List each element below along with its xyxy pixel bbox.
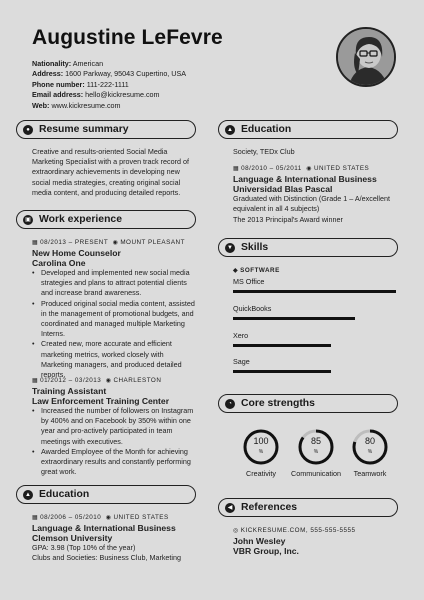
education-entry <box>32 513 202 563</box>
calendar-icon: ▦ <box>32 378 39 384</box>
person-icon: ● <box>23 125 33 135</box>
calendar-icon: ▦ <box>32 240 39 246</box>
reference-name: John Wesley <box>233 536 286 546</box>
info-nationality: Nationality: American <box>32 59 104 68</box>
school: Clemson University <box>32 533 113 543</box>
personal-info <box>32 59 186 111</box>
education-entry <box>233 147 398 225</box>
gauge-ring <box>351 428 389 466</box>
section-header-references <box>218 498 398 517</box>
education-line: Graduated with Distinction (Grade 1 – A/excellent equivalent in all 4 subjects) <box>233 194 391 214</box>
gauge-label: Creativity <box>246 469 276 478</box>
job-meta: ▦ 08/2013 – PRESENT ◉ MOUNT PLEASANT <box>32 239 185 246</box>
candidate-name: Augustine LeFevre <box>32 26 223 49</box>
list-item: • Increased the number of followers on Instagram by 400% and on Facebook by 350% within one year and pro-actively participated in team meetings with executives. <box>32 406 197 447</box>
job-company: Carolina One <box>32 258 86 268</box>
skill-bar <box>233 370 396 373</box>
education-meta: ▦ 08/2006 – 05/2010 ◉ UNITED STATES <box>32 514 169 521</box>
job-entry <box>32 238 197 380</box>
globe-icon: ◎ <box>233 528 239 534</box>
section-header-education <box>16 485 196 504</box>
briefcase-icon: ▣ <box>23 215 33 225</box>
list-item: • Created new, more accurate and efficient marketing metrics, worked closely with Marketing managers, and produced detailed reports. <box>32 339 197 380</box>
education-line: Clubs and Societies: Business Club, Marketing <box>32 553 182 563</box>
strength-gauge <box>231 428 291 479</box>
pin-icon: ◉ <box>105 378 112 384</box>
section-header-experience <box>16 210 196 229</box>
pin-icon: ◉ <box>306 166 312 173</box>
gauge-unit: % <box>313 449 319 455</box>
skill-fill <box>233 290 396 293</box>
section-title: Education <box>241 124 292 135</box>
gauge-value: 100 <box>253 436 269 446</box>
skill-label: MS Office <box>233 277 265 286</box>
job-title: Training Assistant <box>32 386 107 396</box>
avatar <box>336 27 396 87</box>
graduation-cap-icon: ▲ <box>225 125 235 135</box>
skill-bar <box>233 344 396 347</box>
skill-bar <box>233 290 396 293</box>
pin-icon: ◉ <box>105 515 112 521</box>
section-header-summary <box>16 120 196 139</box>
info-web: Web: www.kickresume.com <box>32 100 121 110</box>
info-email: Email address: hello@kickresume.com <box>32 90 160 100</box>
job-entry <box>32 376 197 477</box>
skill-fill <box>233 370 331 373</box>
summary-text: Creative and results-oriented Social Media Marketing Specialist with a proven track record of extraordinary achievements in developing new social media strategies, creating original social media content, and producing detailed reports. <box>32 147 189 197</box>
calendar-icon: ▦ <box>233 166 240 173</box>
degree: Language & International Business <box>233 174 377 185</box>
section-header-education <box>218 120 398 139</box>
skill-fill <box>233 344 331 347</box>
pin-icon: ◉ <box>112 240 119 246</box>
info-phone: Phone number: 111-222-1111 <box>32 79 129 89</box>
skill-bar <box>233 317 396 320</box>
gauge-label: Teamwork <box>353 469 387 478</box>
reference-contact: ◎ KICKRESUME.COM, 555-555-5555 <box>233 527 356 534</box>
education-line: The 2013 Principal's Award winner <box>233 214 343 224</box>
gauge-value: 85 <box>310 436 321 446</box>
skills-group-label: ◆ SOFTWARE <box>233 267 280 274</box>
list-item: • Produced original social media content, assisted in the management of promotional budgets, and coordinated and managed multiple Marketing Interns. <box>32 299 197 340</box>
skill-label: QuickBooks <box>233 304 272 313</box>
section-title: Resume summary <box>39 124 129 135</box>
skill-item <box>233 331 396 347</box>
pie-chart-icon: ◔ <box>225 399 235 409</box>
info-address: Address: 1600 Parkway, 95043 Cupertino, USA <box>32 69 187 79</box>
gauge-ring <box>297 428 335 466</box>
reference-entry <box>233 526 398 556</box>
gauge-value: 80 <box>364 436 375 446</box>
job-bullets <box>32 268 197 380</box>
skill-item <box>233 277 396 293</box>
education-meta: ▦ 08/2010 – 05/2011 ◉ UNITED STATES <box>233 165 370 173</box>
school: Universidad Blas Pascal <box>233 184 333 195</box>
section-title: Core strengths <box>241 398 315 409</box>
section-header-skills <box>218 238 398 257</box>
section-title: Education <box>39 489 90 500</box>
education-line: GPA: 3.98 (Top 10% of the year) <box>32 543 136 552</box>
gauge-label: Communication <box>291 469 341 478</box>
flask-icon: ▼ <box>225 243 235 253</box>
skill-label: Xero <box>233 331 249 340</box>
job-meta: ▦ 01/2012 – 03/2013 ◉ CHARLESTON <box>32 377 162 384</box>
megaphone-icon: ◀ <box>225 503 235 513</box>
section-title: References <box>241 502 298 513</box>
skill-label: Sage <box>233 357 250 366</box>
code-icon: ◆ <box>233 268 239 274</box>
strength-gauge <box>286 428 346 479</box>
gauge-ring <box>242 428 280 466</box>
degree: Language & International Business <box>32 523 176 533</box>
job-title: New Home Counselor <box>32 248 121 258</box>
skill-item <box>233 304 396 320</box>
job-bullets <box>32 406 197 477</box>
graduation-cap-icon: ▲ <box>23 490 33 500</box>
section-title: Skills <box>241 242 269 253</box>
section-title: Work experience <box>39 214 122 225</box>
reference-company: VBR Group, Inc. <box>233 546 299 556</box>
skill-fill <box>233 317 355 320</box>
list-item: • Developed and implemented new social media strategies and plans to attract potential clients and increase brand awareness. <box>32 268 197 299</box>
strength-gauge <box>340 428 400 479</box>
section-header-strengths <box>218 394 398 413</box>
education-intro: Society, TEDx Club <box>233 147 295 156</box>
job-company: Law Enforcement Training Center <box>32 396 170 406</box>
gauge-unit: % <box>258 449 264 455</box>
portrait-photo <box>338 29 396 87</box>
skill-item <box>233 357 396 373</box>
gauge-unit: % <box>367 449 373 455</box>
calendar-icon: ▦ <box>32 515 39 521</box>
list-item: • Awarded Employee of the Month for achieving extraordinary results and constantly performing great work. <box>32 447 197 478</box>
